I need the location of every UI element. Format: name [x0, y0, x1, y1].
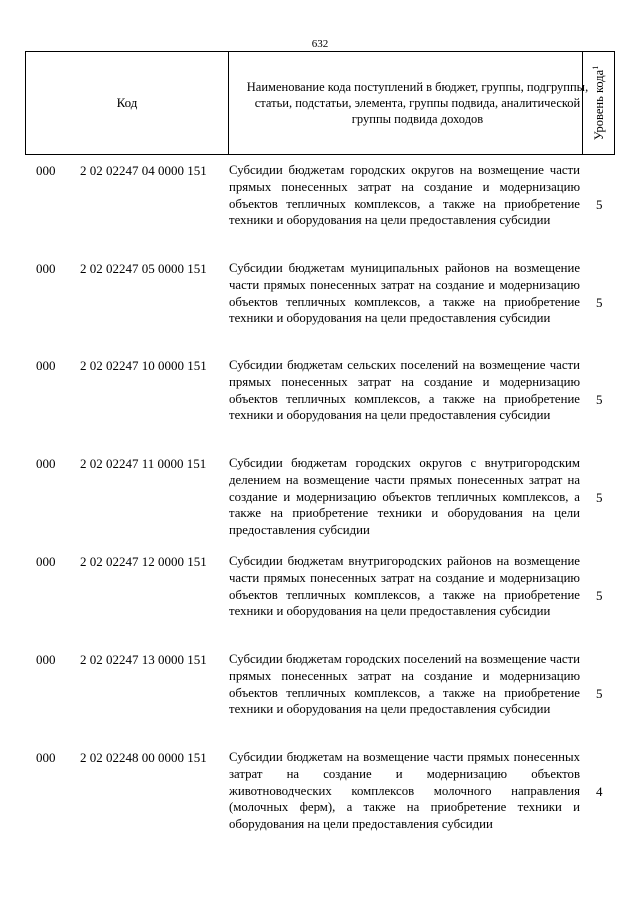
page-number: 632: [311, 38, 329, 50]
row-code: 2 02 02247 13 0000 151: [80, 652, 207, 667]
row-level: 4: [596, 784, 603, 799]
row-admin-code: 000: [36, 261, 56, 276]
header-code: Код: [116, 95, 138, 110]
row-level: 5: [596, 295, 603, 310]
row-description: Субсидии бюджетам на возмещение части прямых понесенных затрат на создание и модернизацию объектов животноводческих комплексов молочного направления (молочных ферм), а также на приобретение техники и оборудования на цели предоставления субсидии: [229, 750, 580, 832]
row-description: Субсидии бюджетам муниципальных районов на возмещение части прямых понесенных затрат на создание и модернизацию объектов тепличных комплексов, а также на приобретение техники и оборудования на цели предоставления субсидии: [229, 261, 580, 326]
row-level: 5: [596, 588, 603, 603]
header-name: Наименование кода поступлений в бюджет, группы, подгруппы, статьи, подстатьи, элемента, группы подвида, аналитической группы подвида доходов: [228, 52, 606, 154]
row-level: 5: [596, 197, 603, 212]
row-code: 2 02 02247 12 0000 151: [80, 554, 207, 569]
header-level: [582, 52, 614, 154]
row-code: 2 02 02247 05 0000 151: [80, 261, 207, 276]
row-code: 2 02 02247 10 0000 151: [80, 358, 207, 373]
row-description: Субсидии бюджетам городских поселений на возмещение части прямых понесенных затрат на создание и модернизацию объектов тепличных комплексов, а также на приобретение техники и оборудования на цели предоставления субсидии: [229, 652, 580, 717]
row-level: 5: [596, 686, 603, 701]
row-level: 5: [596, 392, 603, 407]
row-code: 2 02 02248 00 0000 151: [80, 750, 207, 765]
row-description: Субсидии бюджетам внутригородских районов на возмещение части прямых понесенных затрат на создание и модернизацию объектов тепличных комплексов, а также на приобретение техники и оборудования на цели предоставления субсидии: [229, 554, 580, 619]
row-description: Субсидии бюджетам городских округов с внутригородским делением на возмещение части прямых понесенных затрат на создание и модернизацию объектов тепличных комплексов, а также на приобретение техники и оборудования на цели предоставления субсидии: [229, 456, 580, 538]
header-level-text: Уровень кода: [591, 69, 606, 141]
row-code: 2 02 02247 04 0000 151: [80, 163, 207, 178]
row-admin-code: 000: [36, 456, 56, 471]
table-header: [25, 51, 615, 155]
header-level-footnote: 1: [590, 65, 600, 70]
row-admin-code: 000: [36, 652, 56, 667]
row-admin-code: 000: [36, 750, 56, 765]
row-admin-code: 000: [36, 163, 56, 178]
row-level: 5: [596, 490, 603, 505]
row-description: Субсидии бюджетам городских округов на возмещение части прямых понесенных затрат на создание и модернизацию объектов тепличных комплексов, а также на приобретение техники и оборудования на цели предоставления субсидии: [229, 163, 580, 228]
row-description: Субсидии бюджетам сельских поселений на возмещение части прямых понесенных затрат на создание и модернизацию объектов тепличных комплексов, а также на приобретение техники и оборудования на цели предоставления субсидии: [229, 358, 580, 423]
header-level-label: [590, 66, 606, 140]
row-code: 2 02 02247 11 0000 151: [80, 456, 207, 471]
row-admin-code: 000: [36, 554, 56, 569]
row-admin-code: 000: [36, 358, 56, 373]
